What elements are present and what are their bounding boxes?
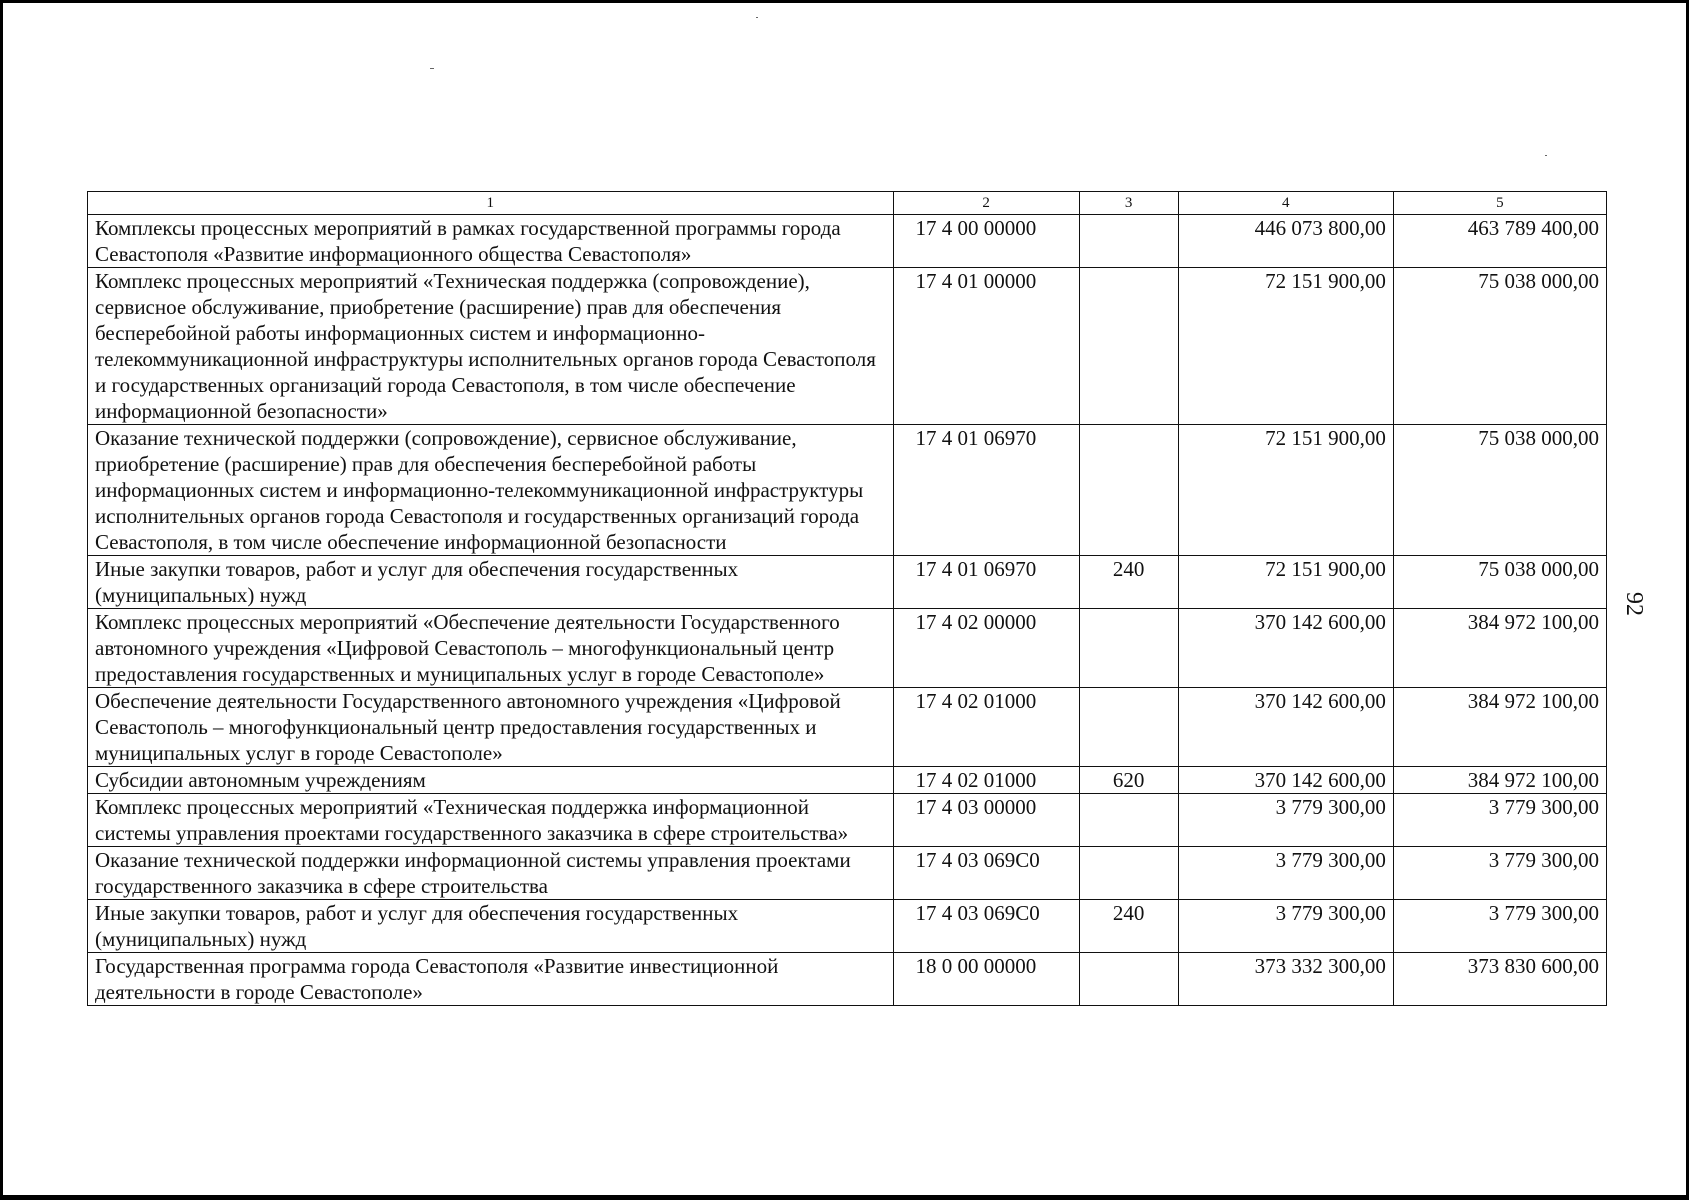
row-type: 240 bbox=[1079, 556, 1178, 609]
row-amount-1: 3 779 300,00 bbox=[1178, 794, 1393, 847]
row-type bbox=[1079, 268, 1178, 425]
row-type bbox=[1079, 215, 1178, 268]
row-amount-2: 384 972 100,00 bbox=[1393, 767, 1606, 794]
row-amount-2: 75 038 000,00 bbox=[1393, 425, 1606, 556]
scan-speck bbox=[756, 17, 758, 18]
budget-table bbox=[87, 191, 1607, 1006]
table-row bbox=[88, 215, 1607, 268]
row-amount-2: 463 789 400,00 bbox=[1393, 215, 1606, 268]
row-code: 17 4 01 06970 bbox=[893, 425, 1079, 556]
row-type bbox=[1079, 425, 1178, 556]
row-type bbox=[1079, 953, 1178, 1006]
row-type bbox=[1079, 794, 1178, 847]
header-row bbox=[88, 192, 1607, 215]
row-type bbox=[1079, 688, 1178, 767]
row-name: Комплексы процессных мероприятий в рамках государственной программы города Севастополя «Развитие информационного общества Севастополя» bbox=[88, 215, 894, 268]
table-row bbox=[88, 268, 1607, 425]
row-amount-2: 3 779 300,00 bbox=[1393, 847, 1606, 900]
row-name: Государственная программа города Севастополя «Развитие инвестиционной деятельности в городе Севастополе» bbox=[88, 953, 894, 1006]
scan-border-top bbox=[0, 0, 1689, 3]
row-code: 17 4 02 01000 bbox=[893, 688, 1079, 767]
header-cell-name: 1 bbox=[88, 192, 894, 215]
row-amount-1: 370 142 600,00 bbox=[1178, 767, 1393, 794]
scan-speck bbox=[1545, 155, 1547, 156]
table-row bbox=[88, 794, 1607, 847]
scan-border-bottom bbox=[0, 1195, 1689, 1200]
table-row bbox=[88, 425, 1607, 556]
header-cell-code: 2 bbox=[893, 192, 1079, 215]
row-code: 17 4 03 069С0 bbox=[893, 847, 1079, 900]
table-row bbox=[88, 688, 1607, 767]
table-row bbox=[88, 847, 1607, 900]
row-amount-1: 370 142 600,00 bbox=[1178, 688, 1393, 767]
row-code: 17 4 01 00000 bbox=[893, 268, 1079, 425]
scan-border-left bbox=[0, 0, 3, 1200]
row-amount-2: 3 779 300,00 bbox=[1393, 900, 1606, 953]
table-row bbox=[88, 900, 1607, 953]
row-name: Обеспечение деятельности Государственного автономного учреждения «Цифровой Севастополь – многофункциональный центр предоставления государственных и муниципальных услуг в городе Севастополе» bbox=[88, 688, 894, 767]
row-type: 620 bbox=[1079, 767, 1178, 794]
row-name: Оказание технической поддержки информационной системы управления проектами государственного заказчика в сфере строительства bbox=[88, 847, 894, 900]
table-row bbox=[88, 609, 1607, 688]
row-name: Иные закупки товаров, работ и услуг для обеспечения государственных (муниципальных) нужд bbox=[88, 556, 894, 609]
row-amount-2: 75 038 000,00 bbox=[1393, 556, 1606, 609]
row-amount-1: 373 332 300,00 bbox=[1178, 953, 1393, 1006]
table-row bbox=[88, 556, 1607, 609]
table-row bbox=[88, 953, 1607, 1006]
row-type: 240 bbox=[1079, 900, 1178, 953]
row-amount-1: 370 142 600,00 bbox=[1178, 609, 1393, 688]
row-amount-1: 72 151 900,00 bbox=[1178, 556, 1393, 609]
row-amount-2: 384 972 100,00 bbox=[1393, 688, 1606, 767]
row-name: Субсидии автономным учреждениям bbox=[88, 767, 894, 794]
row-code: 18 0 00 00000 bbox=[893, 953, 1079, 1006]
row-amount-1: 3 779 300,00 bbox=[1178, 900, 1393, 953]
row-name: Комплекс процессных мероприятий «Техническая поддержка (сопровождение), сервисное обслуживание, приобретение (расширение) прав для обеспечения бесперебойной работы информационных систем и информационно-телекоммуникационной инфраструктуры исполнительных органов города Севастополя и государственных организаций города Севастополя, в том числе обеспечение информационной безопасности» bbox=[88, 268, 894, 425]
row-code: 17 4 03 069С0 bbox=[893, 900, 1079, 953]
row-name: Оказание технической поддержки (сопровождение), сервисное обслуживание, приобретение (расширение) прав для обеспечения бесперебойной работы информационных систем и информационно-телекоммуникационной инфраструктуры исполнительных органов города Севастополя и государственных организаций города Севастополя, в том числе обеспечение информационной безопасности bbox=[88, 425, 894, 556]
row-amount-2: 75 038 000,00 bbox=[1393, 268, 1606, 425]
row-code: 17 4 02 00000 bbox=[893, 609, 1079, 688]
header-cell-type: 3 bbox=[1079, 192, 1178, 215]
row-code: 17 4 01 06970 bbox=[893, 556, 1079, 609]
row-name: Комплекс процессных мероприятий «Техническая поддержка информационной системы управления проектами государственного заказчика в сфере строительства» bbox=[88, 794, 894, 847]
row-type bbox=[1079, 609, 1178, 688]
row-amount-1: 446 073 800,00 bbox=[1178, 215, 1393, 268]
row-code: 17 4 00 00000 bbox=[893, 215, 1079, 268]
header-cell-amount-1: 4 bbox=[1178, 192, 1393, 215]
row-amount-2: 373 830 600,00 bbox=[1393, 953, 1606, 1006]
header-cell-amount-2: 5 bbox=[1393, 192, 1606, 215]
row-name: Иные закупки товаров, работ и услуг для обеспечения государственных (муниципальных) нужд bbox=[88, 900, 894, 953]
page-number: 92 bbox=[1621, 592, 1647, 616]
row-amount-1: 72 151 900,00 bbox=[1178, 268, 1393, 425]
scan-speck bbox=[430, 68, 434, 69]
row-amount-1: 72 151 900,00 bbox=[1178, 425, 1393, 556]
table-row bbox=[88, 767, 1607, 794]
row-name: Комплекс процессных мероприятий «Обеспечение деятельности Государственного автономного учреждения «Цифровой Севастополь – многофункциональный центр предоставления государственных и муниципальных услуг в городе Севастополе» bbox=[88, 609, 894, 688]
row-amount-2: 3 779 300,00 bbox=[1393, 794, 1606, 847]
row-amount-1: 3 779 300,00 bbox=[1178, 847, 1393, 900]
row-code: 17 4 03 00000 bbox=[893, 794, 1079, 847]
row-code: 17 4 02 01000 bbox=[893, 767, 1079, 794]
row-amount-2: 384 972 100,00 bbox=[1393, 609, 1606, 688]
row-type bbox=[1079, 847, 1178, 900]
